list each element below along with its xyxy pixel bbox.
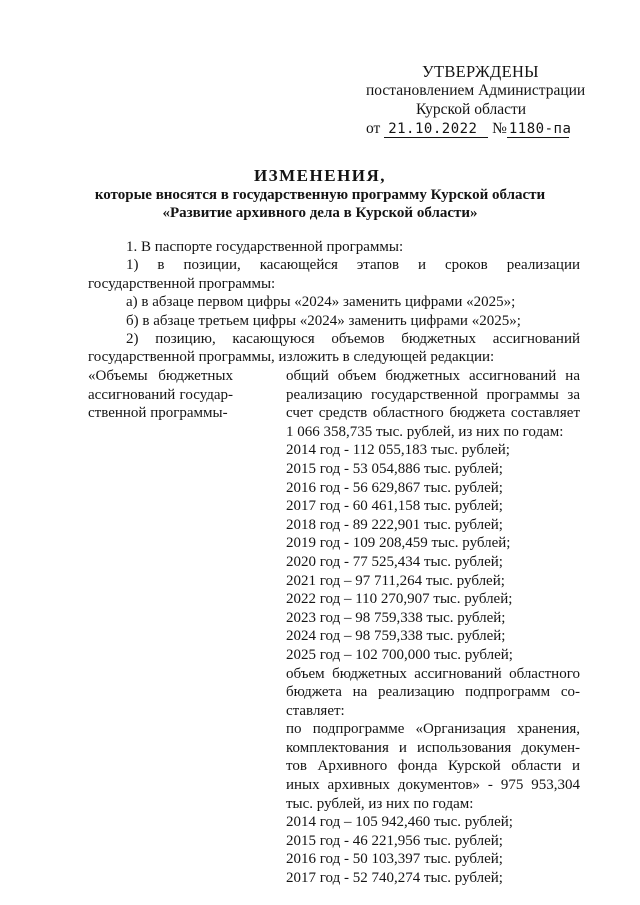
paragraph-5: б) в абзаце третьем цифры «2024» заменить цифрами «2025»; xyxy=(126,313,521,329)
content-line: иных архивных документов» - 975 953,304 xyxy=(286,777,580,794)
title-subtitle-1: которые вносятся в государственную программу Курской области xyxy=(94,187,546,203)
content-line: 2015 год - 46 221,956 тыс. рублей; xyxy=(286,832,503,849)
position-label-line: ственной программы- xyxy=(88,405,228,422)
content-line: объем бюджетных ассигнований областного xyxy=(286,665,580,682)
approval-heading: УТВЕРЖДЕНЫ xyxy=(422,62,539,81)
content-line: ставляет: xyxy=(286,702,345,719)
content-line: бюджета на реализацию подпрограмм со- xyxy=(286,684,580,701)
approval-date-line xyxy=(366,119,586,138)
content-line: 2022 год – 110 270,907 тыс. рублей; xyxy=(286,591,513,608)
approval-issuer: постановлением Администрации xyxy=(366,82,586,99)
content-line: 2024 год – 98 759,338 тыс. рублей; xyxy=(286,628,506,645)
position-label-column xyxy=(88,367,233,423)
paragraph-3: государственной программы: xyxy=(88,276,276,292)
content-line: 2015 год - 53 054,886 тыс. рублей; xyxy=(286,460,503,477)
date-prefix: от xyxy=(366,120,381,137)
content-line: 2017 год - 52 740,274 тыс. рублей; xyxy=(286,870,503,887)
content-line: 2021 год – 97 711,264 тыс. рублей; xyxy=(286,572,505,589)
position-content-column xyxy=(286,367,580,888)
paragraph-7: государственной программы, изложить в следующей редакции: xyxy=(88,349,495,365)
content-line: комплектования и использования докумен- xyxy=(286,739,580,756)
title-subtitle-2: «Развитие архивного дела в Курской области» xyxy=(162,205,478,221)
content-line: тов Архивного фонда Курской области и xyxy=(286,758,580,775)
paragraph-1: 1. В паспорте государственной программы: xyxy=(126,239,404,255)
content-line: 2016 год - 50 103,397 тыс. рублей; xyxy=(286,851,503,868)
content-line: 2023 год – 98 759,338 тыс. рублей; xyxy=(286,609,506,626)
approval-date: 21.10.2022 xyxy=(384,121,488,138)
position-label-line: ассигнований государ- xyxy=(88,386,233,403)
content-line: общий объем бюджетных ассигнований на xyxy=(286,368,580,384)
position-label-line: «Объемы бюджетных xyxy=(88,368,233,384)
content-line: 2025 год – 102 700,000 тыс. рублей; xyxy=(286,646,513,663)
content-line: 2014 год – 105 942,460 тыс. рублей; xyxy=(286,814,513,831)
content-line: по подпрограмме «Организация хранения, xyxy=(286,721,580,738)
content-line: реализацию государственной программы за xyxy=(286,386,580,403)
approval-stamp-block xyxy=(366,62,586,138)
paragraph-4: а) в абзаце первом цифры «2024» заменить цифрами «2025»; xyxy=(126,294,516,310)
paragraph-6: 2) позицию, касающуюся объемов бюджетных ассигнований xyxy=(126,331,580,347)
content-line: 2019 год - 109 208,459 тыс. рублей; xyxy=(286,535,511,552)
content-line: 2018 год - 89 222,901 тыс. рублей; xyxy=(286,516,503,533)
approval-number: 1180-па xyxy=(508,121,572,137)
content-line: 2016 год - 56 629,867 тыс. рублей; xyxy=(286,479,503,496)
content-line: 2014 год - 112 055,183 тыс. рублей; xyxy=(286,442,510,459)
page-title: ИЗМЕНЕНИЯ, xyxy=(253,166,387,185)
number-prefix: № xyxy=(492,120,507,137)
content-line: тыс. рублей, из них по годам: xyxy=(286,795,474,812)
content-line: 1 066 358,735 тыс. рублей, из них по годам: xyxy=(286,423,564,440)
paragraph-2: 1) в позиции, касающейся этапов и сроков реализации xyxy=(126,257,580,273)
content-line: 2020 год - 77 525,434 тыс. рублей; xyxy=(286,553,503,570)
content-line: счет средств областного бюджета составляет xyxy=(286,405,580,422)
approval-region: Курской области xyxy=(416,101,527,118)
content-line: 2017 год - 60 461,158 тыс. рублей; xyxy=(286,498,503,515)
